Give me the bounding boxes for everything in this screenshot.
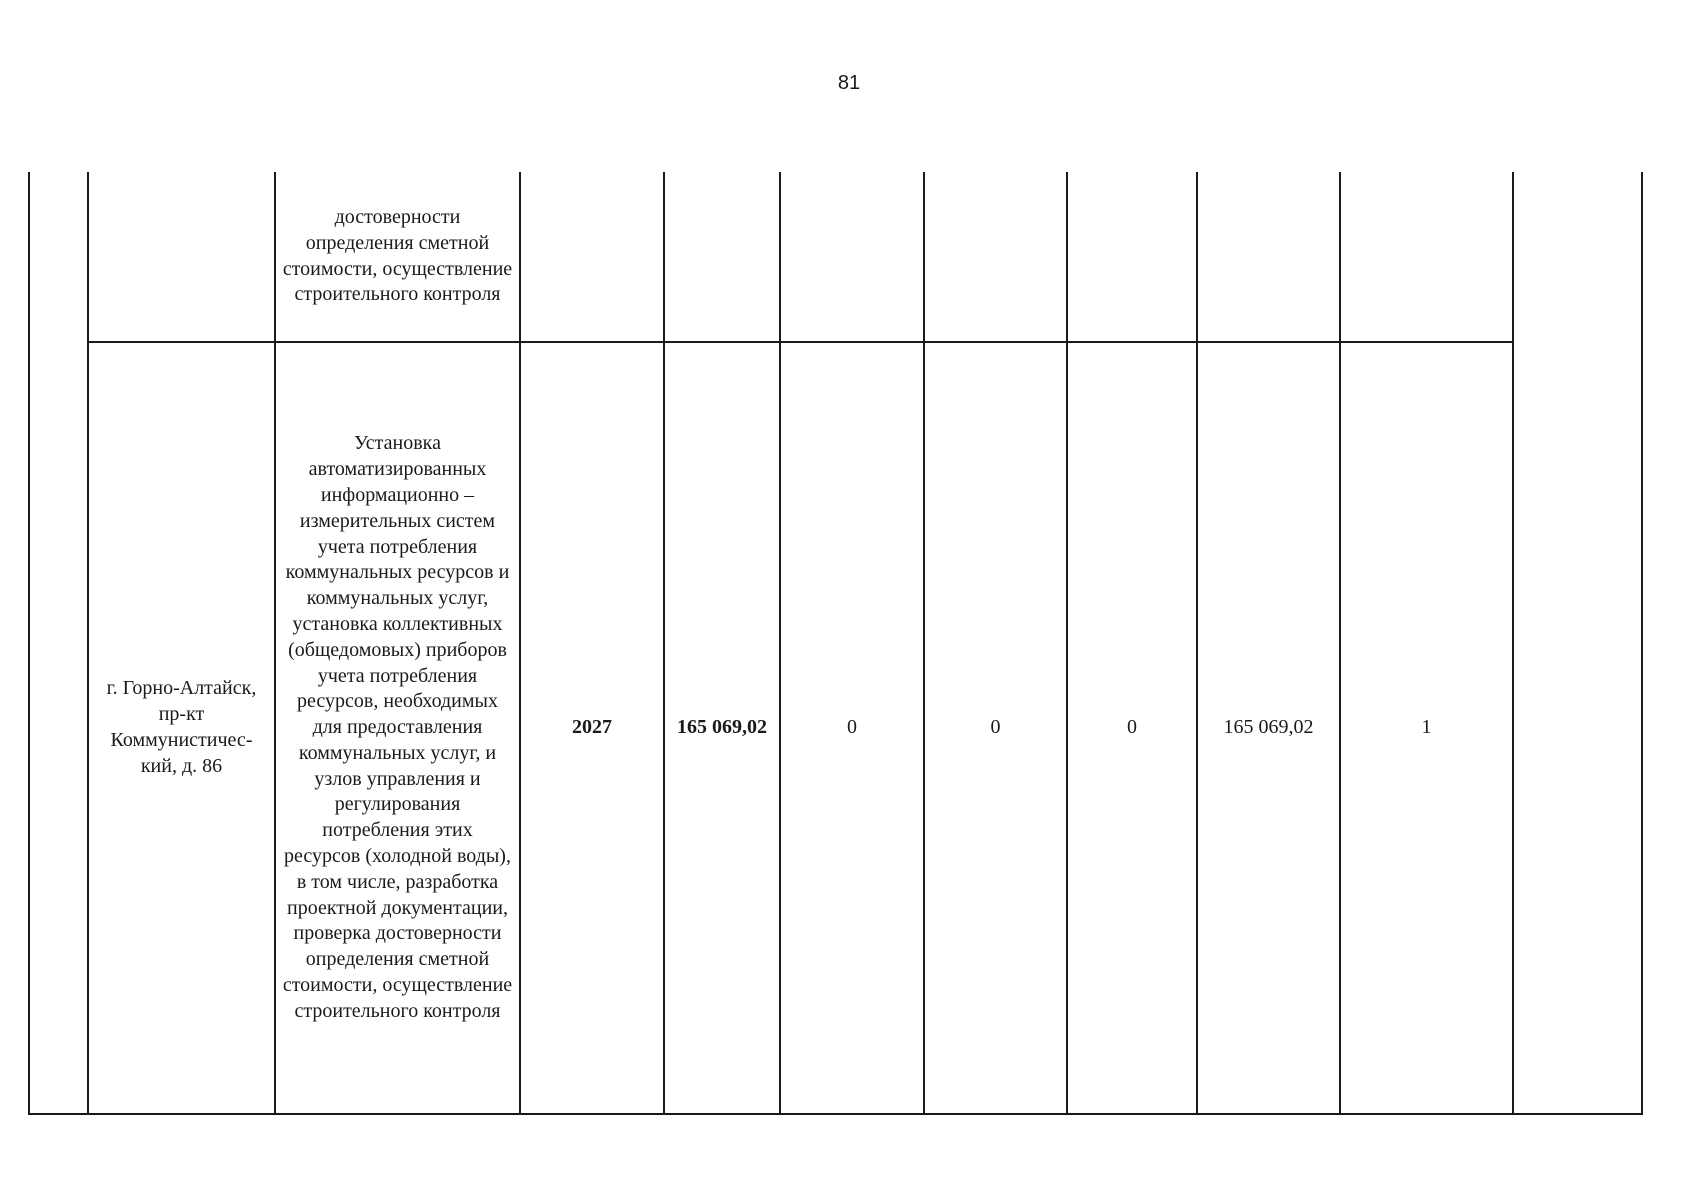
year-cell <box>520 172 664 342</box>
count-cell: 1 <box>1340 342 1513 1114</box>
total-cell <box>664 172 780 342</box>
value-cell <box>780 172 924 342</box>
value-cell: 0 <box>780 342 924 1114</box>
value-cell <box>1067 172 1197 342</box>
page-number: 81 <box>837 72 861 94</box>
value-cell <box>924 172 1067 342</box>
table-row <box>29 172 1642 342</box>
value-cell: 0 <box>1067 342 1197 1114</box>
value-cell: 0 <box>924 342 1067 1114</box>
row-number-cell <box>29 172 88 1114</box>
count-cell <box>1340 172 1513 342</box>
value-cell <box>1197 172 1340 342</box>
address-cell: г. Горно-Алтайск, пр-кт Коммунистичес-кий, д. 86 <box>88 342 275 1114</box>
program-table <box>28 172 1643 1115</box>
value-cell: 165 069,02 <box>1197 342 1340 1114</box>
address-cell <box>88 172 275 342</box>
work-description-cell: Установка автоматизированных информационно – измерительных систем учета потребления коммунальных ресурсов и коммунальных услуг, установка коллективных (общедомовых) приборов учета потребления ресурсов, необходимых для предоставления коммунальных услуг, и узлов управления и регулирования потребления этих ресурсов (холодной воды), в том числе, разработка проектной документации, проверка достоверности определения сметной стоимости, осуществление строительного контроля <box>275 342 520 1114</box>
table-row <box>29 342 1642 1114</box>
last-column-cell <box>1513 172 1642 1114</box>
total-cell: 165 069,02 <box>664 342 780 1114</box>
work-description-cell: достоверности определения сметной стоимости, осуществление строительного контроля <box>275 172 520 342</box>
year-cell: 2027 <box>520 342 664 1114</box>
